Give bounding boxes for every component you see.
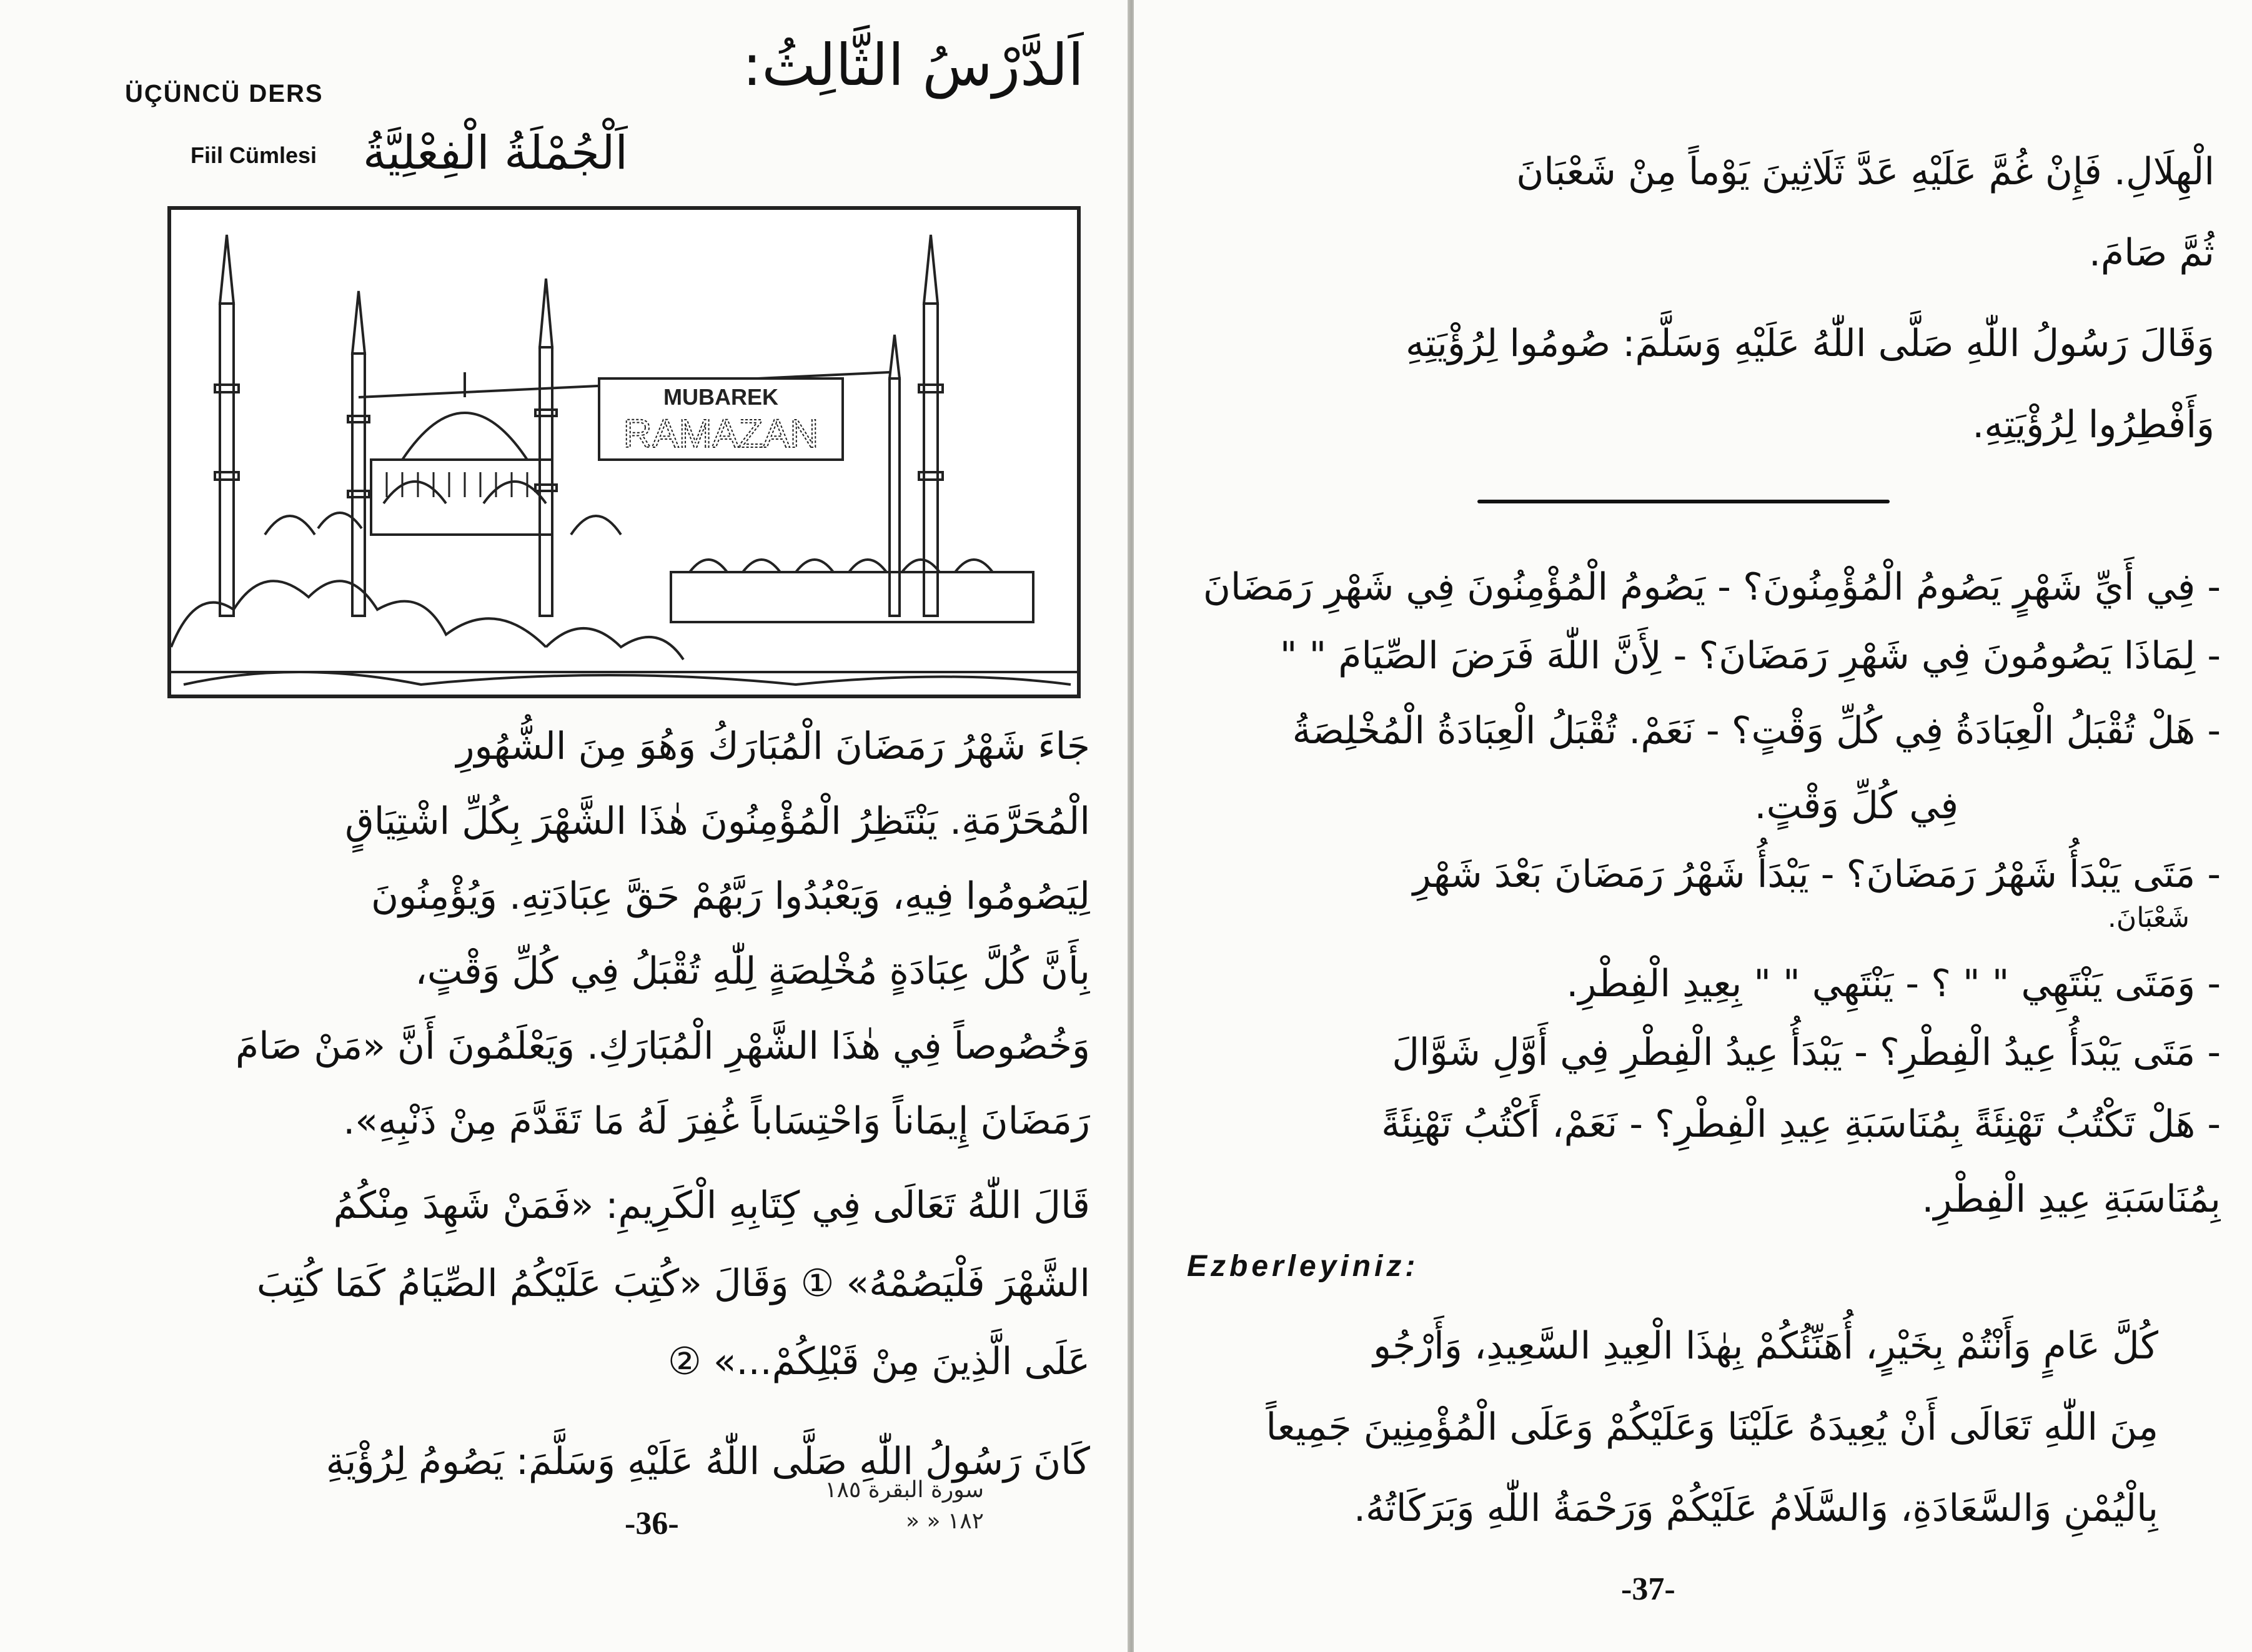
paragraph-line-10: كَانَ رَسُولُ اللّٰهِ صَلَّى اللّٰهُ عَلَيْهِ وَسَلَّمَ: يَصُومُ لِرُؤْيَةِ <box>325 1440 1090 1483</box>
top-paragraph-line-4: وَأَفْطِرُوا لِرُؤْيَتِهِ. <box>1972 403 2215 447</box>
section-divider <box>1477 500 1890 503</box>
lesson-header-turkish: ÜÇÜNCÜ DERS <box>125 80 324 107</box>
qa-line-2: - لِمَاذَا يَصُومُونَ فِي شَهْرِ رَمَضَانَ؟ - لِأَنَّ اللّٰهَ فَرَضَ الصِّيَامَ " " <box>1279 634 2221 678</box>
mosque-drawing <box>171 210 1077 695</box>
qa-line-8: - مَتَى يَبْدَأُ عِيدُ الْفِطْرِ؟ - يَبْدَأُ عِيدُ الْفِطْرِ فِي أَوَّلِ شَوَّالَ <box>1392 1031 2221 1074</box>
footnote-2: ١٨٢ « « <box>906 1508 984 1534</box>
paragraph-line-9: عَلَى الَّذِينَ مِنْ قَبْلِكُمْ...» ② <box>667 1340 1090 1383</box>
minaret-right-inner <box>535 279 557 616</box>
paragraph-line-5: وَخُصُوصاً فِي هٰذَا الشَّهْرِ الْمُبَارَكِ. وَيَعْلَمُونَ أَنَّ «مَنْ صَامَ <box>235 1024 1090 1068</box>
top-paragraph-line-2: ثُمَّ صَامَ. <box>2088 231 2215 275</box>
lesson-title: اَلدَّرْسُ الثَّالِثُ: <box>742 32 1084 99</box>
paragraph-line-3: لِيَصُومُوا فِيهِ، وَيَعْبُدُوا رَبَّهُمْ حَقَّ عِبَادَتِهِ. وَيُؤْمِنُونَ <box>370 874 1090 918</box>
mosque-illustration <box>167 206 1081 698</box>
banner-line-2: RAMAZAN <box>623 411 819 456</box>
paragraph-line-7: قَالَ اللّٰهُ تَعَالَى فِي كِتَابِهِ الْكَرِيمِ: «فَمَنْ شَهِدَ مِنْكُمُ <box>333 1184 1090 1227</box>
qa-line-3: - هَلْ تُقْبَلُ الْعِبَادَةُ فِي كُلِّ وَقْتٍ؟ - نَعَمْ. تُقْبَلُ الْعِبَادَةُ الْمُخْلِصَةُ <box>1292 709 2221 753</box>
page-number-right: -37- <box>1621 1571 1675 1607</box>
paragraph-line-1: جَاءَ شَهْرُ رَمَضَانَ الْمُبَارَكُ وَهُوَ مِنَ الشُّهُورِ <box>456 725 1090 768</box>
minaret-left-inner <box>348 291 369 616</box>
paragraph-line-4: بِأَنَّ كُلَّ عِبَادَةٍ مُخْلِصَةٍ لِلّٰهِ تُقْبَلُ فِي كُلِّ وَقْتٍ، <box>415 949 1090 993</box>
paragraph-line-2: الْمُحَرَّمَةِ. يَنْتَظِرُ الْمُؤْمِنُونَ هٰذَا الشَّهْرَ بِكُلِّ اشْتِيَاقٍ <box>345 799 1090 843</box>
lesson-subheader-turkish: Fiil Cümlesi <box>191 142 317 168</box>
banner-line-1: MUBAREK <box>663 384 778 410</box>
qa-line-10: بِمُنَاسَبَةِ عِيدِ الْفِطْرِ. <box>1922 1177 2221 1221</box>
qa-line-6: شَعْبَانَ. <box>2107 902 2190 934</box>
qa-line-1: - فِي أَيِّ شَهْرٍ يَصُومُ الْمُؤْمِنُونَ؟ - يَصُومُ الْمُؤْمِنُونَ فِي شَهْرِ رَمَضَانَ <box>1203 565 2221 609</box>
top-paragraph-line-1: الْهِلَالِ. فَإِنْ غُمَّ عَلَيْهِ عَدَّ ثَلَاثِينَ يَوْماً مِنْ شَعْبَانَ <box>1516 150 2215 194</box>
qa-line-9: - هَلْ تَكْتُبُ تَهْنِئَةً بِمُنَاسَبَةِ عِيدِ الْفِطْرِ؟ - نَعَمْ، أَكْتُبُ تَهْنِئَةً <box>1381 1102 2221 1146</box>
footnote-1: سورة البقرة ١٨٥ <box>825 1477 984 1503</box>
memorize-line-2: مِنَ اللّٰهِ تَعَالَى أَنْ يُعِيدَهُ عَلَيْنَا وَعَلَيْكُمْ وَعَلَى الْمُؤْمِنِينَ جَمِيعاً <box>1266 1405 2158 1449</box>
minaret-far-right <box>890 335 900 616</box>
qa-line-5: - مَتَى يَبْدَأُ شَهْرُ رَمَضَانَ؟ - يَبْدَأُ شَهْرُ رَمَضَانَ بَعْدَ شَهْرِ <box>1412 853 2221 896</box>
paragraph-line-8: الشَّهْرَ فَلْيَصُمْهُ» ① وَقَالَ «كُتِبَ عَلَيْكُمُ الصِّيَامُ كَمَا كُتِبَ <box>256 1262 1090 1305</box>
qa-line-4: فِي كُلِّ وَقْتٍ. <box>1754 784 1958 828</box>
memorize-line-1: كُلَّ عَامٍ وَأَنْتُمْ بِخَيْرٍ، أُهَنِّئُكُمْ بِهٰذَا الْعِيدِ السَّعِيدِ، وَأَرْجُو <box>1373 1324 2158 1368</box>
memorize-line-3: بِالْيُمْنِ وَالسَّعَادَةِ، وَالسَّلَامُ عَلَيْكُمْ وَرَحْمَةُ اللّٰهِ وَبَرَكَاتُهُ. <box>1353 1486 2158 1530</box>
top-paragraph-line-3: وَقَالَ رَسُولُ اللّٰهِ صَلَّى اللّٰهُ عَلَيْهِ وَسَلَّمَ: صُومُوا لِرُؤْيَتِهِ <box>1405 322 2215 365</box>
memorize-label: Ezberleyiniz: <box>1187 1250 1419 1283</box>
main-dome <box>402 413 527 460</box>
page-number-left: -36- <box>625 1506 679 1541</box>
right-page <box>1134 0 2252 1652</box>
paragraph-line-6: رَمَضَانَ إِيمَاناً وَاحْتِسَاباً غُفِرَ لَهُ مَا تَقَدَّمَ مِنْ ذَنْبِهِ». <box>343 1099 1090 1143</box>
minaret-left-outer <box>215 235 239 616</box>
lesson-subtitle: اَلْجُمْلَةُ الْفِعْلِيَّةُ <box>362 126 628 180</box>
qa-line-7: - وَمَتَى يَنْتَهِي " " ؟ - يَنْتَهِي " " بِعِيدِ الْفِطْرِ. <box>1566 962 2221 1006</box>
